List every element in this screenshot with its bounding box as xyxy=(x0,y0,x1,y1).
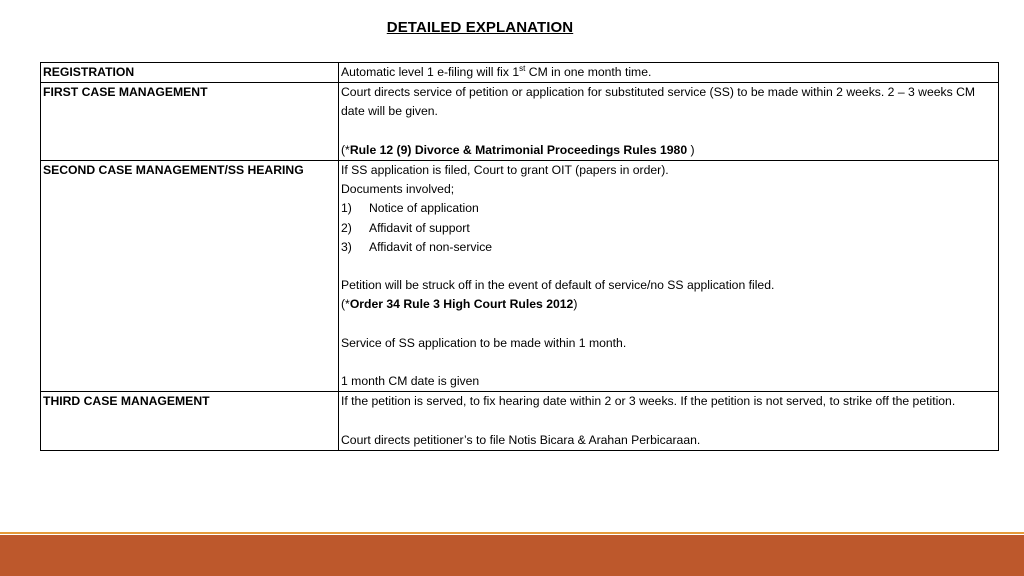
row-label: THIRD CASE MANAGEMENT xyxy=(41,392,339,451)
row-label: REGISTRATION xyxy=(41,63,339,83)
table-row-third-case-management xyxy=(41,392,999,451)
row-label: FIRST CASE MANAGEMENT xyxy=(41,83,339,161)
row-detail xyxy=(339,161,999,392)
ref-open: (* xyxy=(341,142,350,157)
table-row-second-case-management xyxy=(41,161,999,392)
row-label: SECOND CASE MANAGEMENT/SS HEARING xyxy=(41,161,339,392)
footer-accent-line xyxy=(0,532,1024,534)
page-title: DETAILED EXPLANATION xyxy=(386,19,574,36)
table-row-first-case-management xyxy=(41,83,999,161)
list-item xyxy=(341,238,996,257)
row-detail xyxy=(339,63,999,83)
list-text: Affidavit of non-service xyxy=(369,239,493,254)
ref-open: (* xyxy=(341,297,350,312)
row-detail xyxy=(339,83,999,161)
ref-close: ) xyxy=(687,142,695,157)
spacer xyxy=(341,257,996,276)
detail-text: CM in one month time. xyxy=(525,65,652,79)
spacer xyxy=(341,122,996,141)
list-number: 2) xyxy=(341,220,352,235)
ref-title: Order 34 Rule 3 High Court Rules 2012 xyxy=(349,297,574,312)
list-number: 1) xyxy=(341,201,352,216)
ref-close: ) xyxy=(573,297,578,312)
detail-text: Service of SS application to be made within 1 month. xyxy=(341,335,627,350)
detail-text: Court directs petitioner’s to file Notis Bicara & Arahan Perbicaraan. xyxy=(341,432,701,447)
detail-text: Court directs service of petition or application for substituted service (SS) to be made within 2 weeks. 2 – 3 weeks CM date will be given. xyxy=(341,85,976,119)
table-row-registration xyxy=(41,63,999,83)
detail-text: Petition will be struck off in the event of default of service/no SS application filed. xyxy=(341,278,775,293)
rule-reference xyxy=(341,295,996,314)
footer-bar xyxy=(0,535,1024,576)
ref-title: Rule 12 (9) Divorce & Matrimonial Proceedings Rules 1980 xyxy=(349,142,688,157)
list-text: Affidavit of support xyxy=(369,220,470,235)
spacer xyxy=(341,412,996,431)
list-item xyxy=(341,199,996,218)
spacer xyxy=(341,353,996,372)
detail-text: Documents involved; xyxy=(341,182,455,197)
list-number: 3) xyxy=(341,239,352,254)
spacer xyxy=(341,315,996,334)
detail-text: If SS application is filed, Court to grant OIT (papers in order). xyxy=(341,163,669,177)
detail-text: Automatic level 1 e-filing will fix 1 xyxy=(341,65,520,79)
detail-text: 1 month CM date is given xyxy=(341,374,480,389)
detail-text: If the petition is served, to fix hearing date within 2 or 3 weeks. If the petition is not served, to strike off the petition. xyxy=(341,394,956,409)
rule-reference xyxy=(341,141,996,160)
ordinal-suffix: st xyxy=(519,63,526,73)
list-item xyxy=(341,219,996,238)
list-text: Notice of application xyxy=(369,201,479,216)
row-detail xyxy=(339,392,999,451)
explanation-table xyxy=(40,62,999,451)
